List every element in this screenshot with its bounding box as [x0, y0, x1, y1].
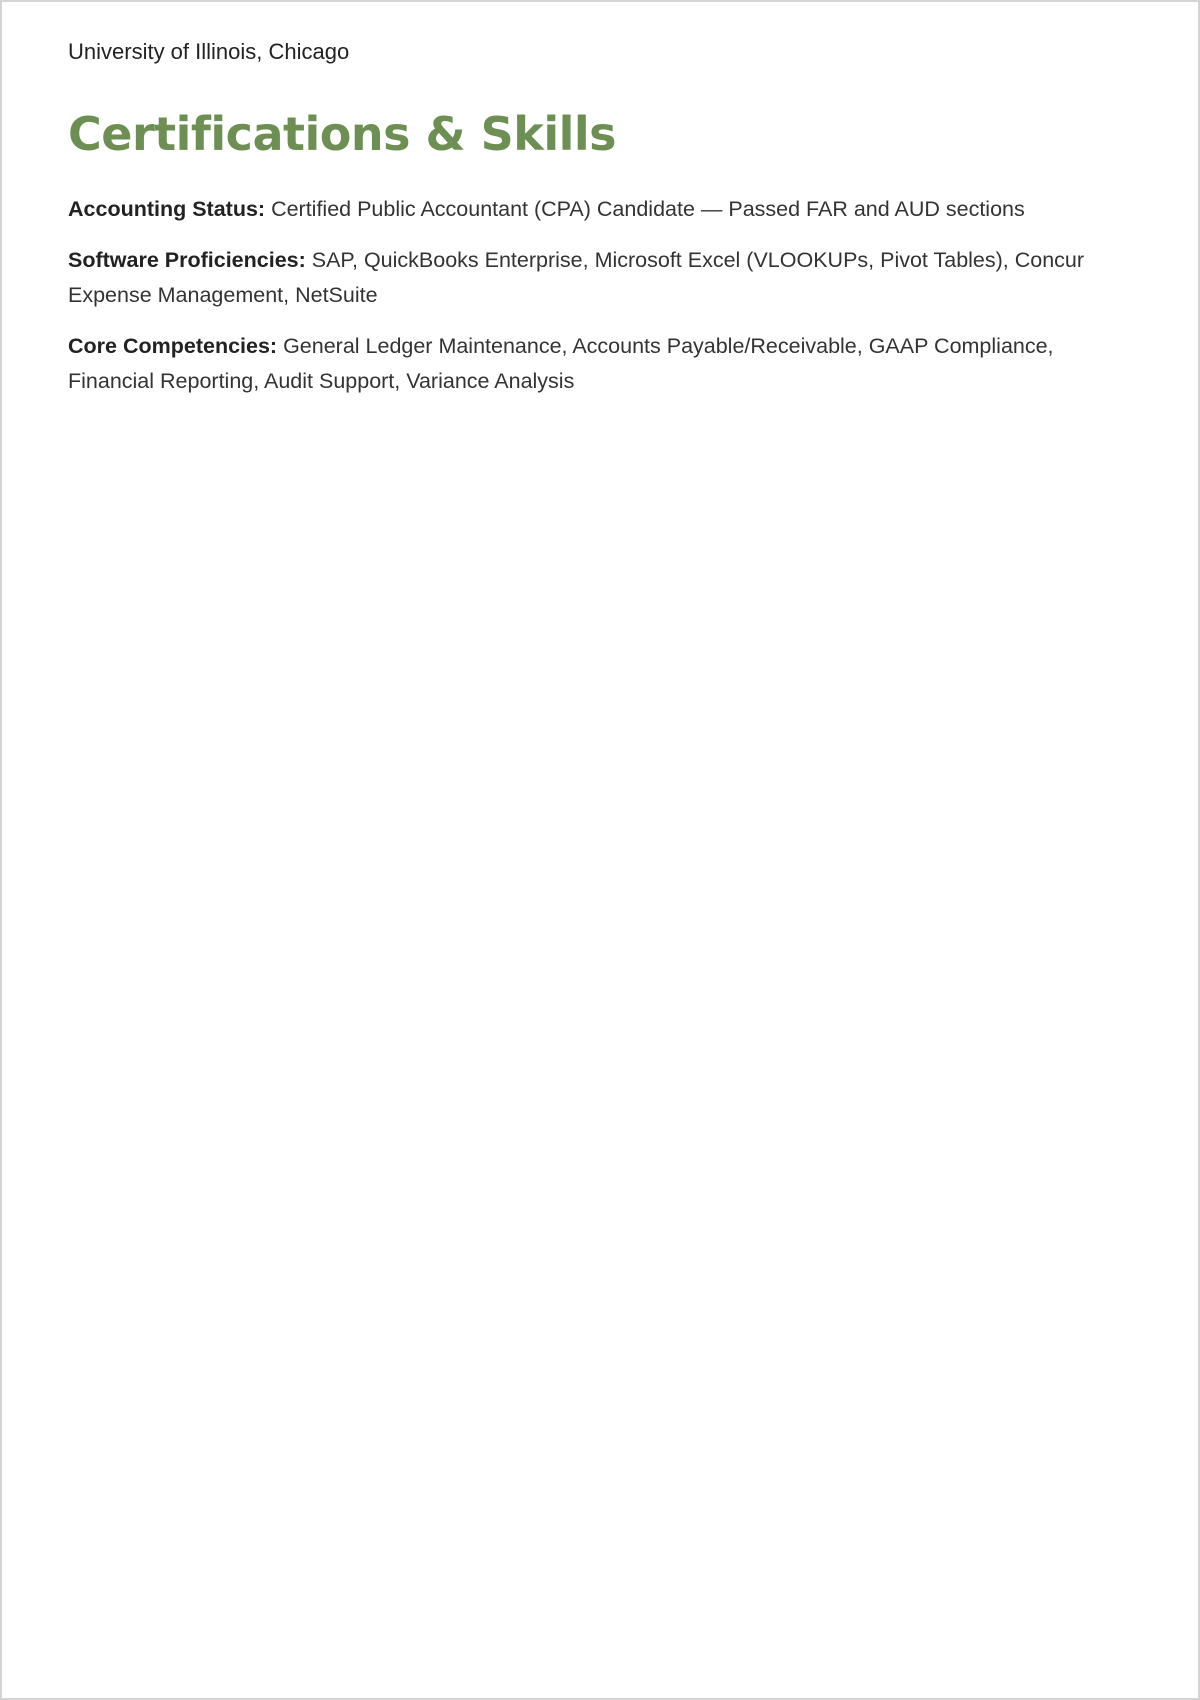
entry-label: Accounting Status: [68, 197, 272, 221]
section-title: Certifications & Skills [68, 107, 617, 161]
entry-label: Software Proficiencies: [68, 248, 312, 272]
institution-name: University of Illinois, Chicago [68, 39, 350, 64]
core-competencies-entry [68, 329, 1132, 399]
skills-list [68, 192, 1132, 399]
software-proficiencies-entry [68, 243, 1132, 313]
entry-text: SAP, QuickBooks Enterprise, Microsoft Excel (VLOOKUPs, Pivot Tables), Concur Expense Management, NetSuite [68, 248, 1085, 307]
accounting-status-entry [68, 192, 1132, 227]
entry-label: Core Competencies: [68, 334, 284, 358]
entry-text: General Ledger Maintenance, Accounts Payable/Receivable, GAAP Compliance, Financial Reporting, Audit Support, Variance Analysis [68, 334, 1054, 393]
entry-text: Certified Public Accountant (CPA) Candidate — Passed FAR and AUD sections [271, 197, 1025, 221]
